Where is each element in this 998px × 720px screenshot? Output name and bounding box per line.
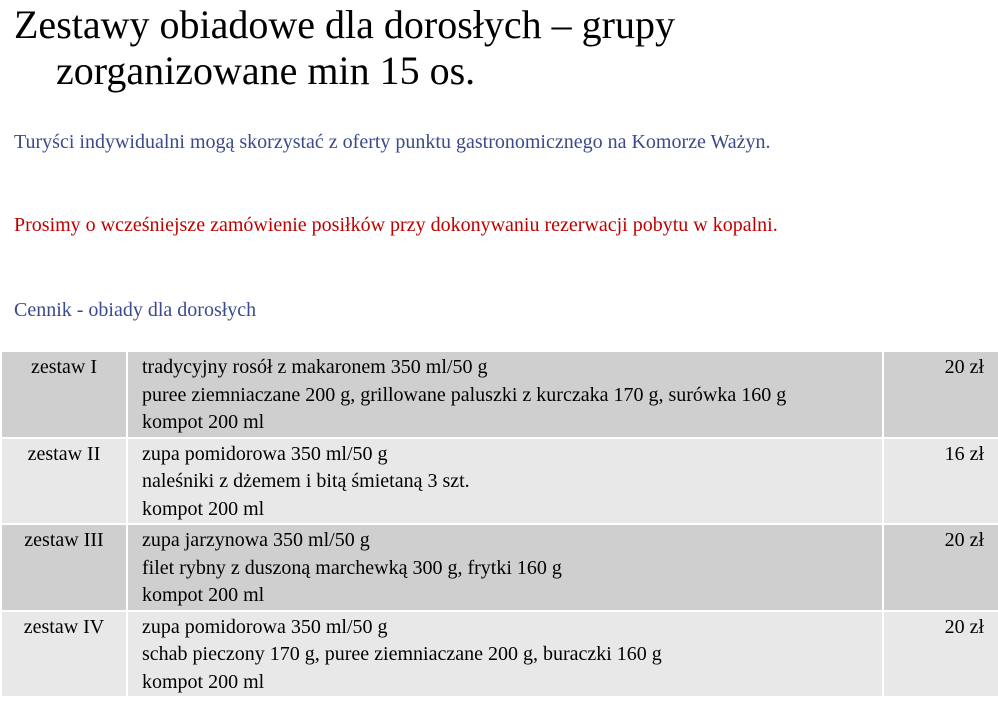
menu-set-row bbox=[1, 524, 998, 611]
page-title-line-1: Zestawy obiadowe dla dorosłych – grupy bbox=[14, 2, 675, 47]
menu-set-name: zestaw I bbox=[1, 351, 127, 438]
dish-item: filet rybny z duszoną marchewką 300 g, frytki 160 g bbox=[142, 556, 562, 579]
menu-set-dishes bbox=[127, 524, 883, 611]
menu-set-price: 20 zł bbox=[883, 611, 998, 697]
menu-set-row bbox=[1, 611, 998, 697]
menu-set-dishes bbox=[127, 351, 883, 438]
reservation-note: Prosimy o wcześniejsze zamówienie posiłków przy dokonywaniu rezerwacji pobytu w kopalni. bbox=[14, 214, 778, 236]
menu-set-dishes bbox=[127, 611, 883, 697]
dish-item: kompot 200 ml bbox=[142, 497, 265, 520]
menu-set-price: 20 zł bbox=[883, 351, 998, 438]
dish-item: naleśniki z dżemem i bitą śmietaną 3 szt. bbox=[142, 470, 470, 492]
page-title-line-2: zorganizowane min 15 os. bbox=[56, 48, 476, 93]
dish-item: kompot 200 ml bbox=[142, 670, 265, 693]
menu-set-name: zestaw II bbox=[1, 438, 127, 525]
dish-item: schab pieczony 170 g, puree ziemniaczane 200 g, buraczki 160 g bbox=[142, 643, 662, 665]
dish-item: kompot 200 ml bbox=[142, 411, 265, 433]
dish-item: zupa pomidorowa 350 ml/50 g bbox=[142, 442, 388, 465]
menu-set-row bbox=[1, 351, 998, 438]
individual-tourists-info: Turyści indywidualni mogą skorzystać z oferty punktu gastronomicznego na Komorze Ważyn. bbox=[14, 131, 771, 153]
dish-item: kompot 200 ml bbox=[142, 584, 265, 606]
menu-set-dishes bbox=[127, 438, 883, 525]
menu-set-price: 16 zł bbox=[883, 438, 998, 525]
menu-price-table bbox=[0, 350, 998, 696]
dish-item: zupa jarzynowa 350 ml/50 g bbox=[142, 529, 370, 551]
dish-item: puree ziemniaczane 200 g, grillowane paluszki z kurczaka 170 g, surówka 160 g bbox=[142, 383, 787, 406]
menu-set-price: 20 zł bbox=[883, 524, 998, 611]
dish-item: zupa pomidorowa 350 ml/50 g bbox=[142, 615, 388, 638]
menu-set-name: zestaw III bbox=[1, 524, 127, 611]
menu-set-row bbox=[1, 438, 998, 525]
price-list-title: Cennik - obiady dla dorosłych bbox=[14, 299, 257, 321]
menu-set-name: zestaw IV bbox=[1, 611, 127, 697]
dish-item: tradycyjny rosół z makaronem 350 ml/50 g bbox=[142, 356, 488, 378]
page-title bbox=[14, 2, 944, 94]
